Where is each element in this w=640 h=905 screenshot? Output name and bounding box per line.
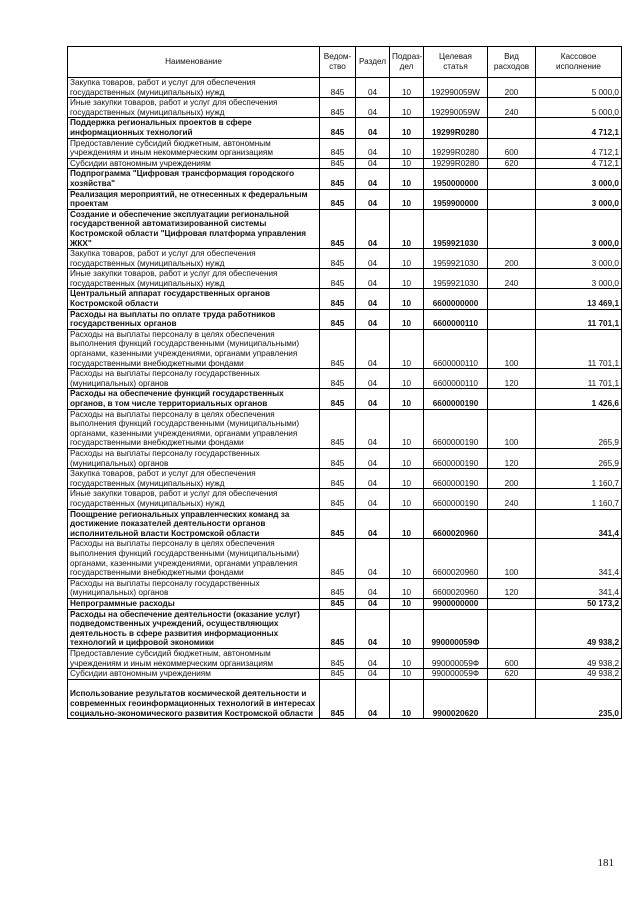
row-target-cell: 192990059W [424, 78, 488, 98]
row-target-cell: 6600000190 [424, 409, 488, 448]
row-name-cell: Закупка товаров, работ и услуг для обеспечения государственных (муниципальных) нужд [68, 469, 320, 489]
row-name-cell: Непрограммные расходы [68, 598, 320, 609]
row-subsection-cell: 10 [390, 118, 424, 138]
row-dept-cell: 845 [320, 158, 356, 169]
table-row [68, 509, 622, 539]
row-subsection-cell: 10 [390, 158, 424, 169]
row-expense-cell [488, 189, 536, 209]
row-subsection-cell: 10 [390, 249, 424, 269]
table-row [68, 289, 622, 309]
row-name-cell: Расходы на выплаты персоналу в целях обеспечения выполнения функций государственными (муниципальными) органами, казенными учреждениями, органами управления государственными внебюджетными фондами [68, 539, 320, 578]
row-target-cell: 6600000190 [424, 489, 488, 509]
row-subsection-cell: 10 [390, 169, 424, 189]
row-dept-cell: 845 [320, 369, 356, 389]
row-subsection-cell: 10 [390, 389, 424, 409]
row-subsection-cell: 10 [390, 369, 424, 389]
row-cash-cell: 11 701,1 [536, 369, 622, 389]
row-cash-cell: 3 000,0 [536, 189, 622, 209]
row-expense-cell: 120 [488, 449, 536, 469]
table-row [68, 648, 622, 668]
row-section-cell: 04 [356, 98, 390, 118]
row-target-cell: 19299R0280 [424, 138, 488, 158]
table-row [68, 138, 622, 158]
header-name: Наименование [68, 47, 320, 78]
row-cash-cell: 1 160,7 [536, 469, 622, 489]
row-name-cell: Субсидии автономным учреждениям [68, 669, 320, 680]
row-expense-cell: 100 [488, 539, 536, 578]
row-name-cell: Расходы на выплаты персоналу государственных (муниципальных) органов [68, 449, 320, 469]
row-section-cell: 04 [356, 78, 390, 98]
row-subsection-cell: 10 [390, 269, 424, 289]
row-section-cell: 04 [356, 118, 390, 138]
row-subsection-cell: 10 [390, 449, 424, 469]
row-subsection-cell: 10 [390, 329, 424, 368]
row-subsection-cell: 10 [390, 209, 424, 248]
row-dept-cell: 845 [320, 169, 356, 189]
row-section-cell: 04 [356, 369, 390, 389]
row-name-cell: Расходы на обеспечение деятельности (оказание услуг) подведомственных учреждений, осуществляющих деятельность в сфере развития информационных технологий и цифровой экономики [68, 609, 320, 648]
table-row [68, 409, 622, 448]
header-dept: Ведом- ство [320, 47, 356, 78]
row-section-cell: 04 [356, 389, 390, 409]
row-dept-cell: 845 [320, 98, 356, 118]
row-section-cell: 04 [356, 209, 390, 248]
row-name-cell: Расходы на выплаты персоналу в целях обеспечения выполнения функций государственными (муниципальными) органами, казенными учреждениями, органами управления государственными внебюджетными фондами [68, 409, 320, 448]
row-name-cell: Иные закупки товаров, работ и услуг для обеспечения государственных (муниципальных) нужд [68, 269, 320, 289]
row-target-cell: 990000059Ф [424, 648, 488, 668]
row-name-cell: Предоставление субсидий бюджетным, автономным учреждениям и иным некоммерческим организациям [68, 648, 320, 668]
row-subsection-cell: 10 [390, 539, 424, 578]
row-name-cell: Закупка товаров, работ и услуг для обеспечения государственных (муниципальных) нужд [68, 249, 320, 269]
row-name-cell: Расходы на выплаты персоналу в целях обеспечения выполнения функций государственными (муниципальными) органами, казенными учреждениями, органами управления государственными внебюджетными фондами [68, 329, 320, 368]
row-dept-cell: 845 [320, 209, 356, 248]
row-expense-cell: 200 [488, 249, 536, 269]
row-dept-cell: 845 [320, 609, 356, 648]
row-target-cell: 9900000000 [424, 598, 488, 609]
row-dept-cell: 845 [320, 118, 356, 138]
row-dept-cell: 845 [320, 489, 356, 509]
table-row [68, 369, 622, 389]
row-dept-cell: 845 [320, 679, 356, 718]
row-cash-cell: 4 712,1 [536, 158, 622, 169]
row-dept-cell: 845 [320, 309, 356, 329]
row-section-cell: 04 [356, 598, 390, 609]
table-header-row [68, 47, 622, 78]
row-name-cell: Расходы на выплаты по оплате труда работников государственных органов [68, 309, 320, 329]
row-section-cell: 04 [356, 249, 390, 269]
row-target-cell: 6600020960 [424, 539, 488, 578]
header-subsection: Подраз- дел [390, 47, 424, 78]
row-target-cell: 6600000190 [424, 469, 488, 489]
row-target-cell: 19299R0280 [424, 158, 488, 169]
table-row [68, 449, 622, 469]
row-target-cell: 6600000110 [424, 329, 488, 368]
row-subsection-cell: 10 [390, 489, 424, 509]
table-row [68, 98, 622, 118]
row-section-cell: 04 [356, 269, 390, 289]
row-cash-cell: 11 701,1 [536, 309, 622, 329]
row-cash-cell: 49 938,2 [536, 669, 622, 680]
row-subsection-cell: 10 [390, 78, 424, 98]
row-name-cell: Реализация мероприятий, не отнесенных к федеральным проектам [68, 189, 320, 209]
row-expense-cell [488, 509, 536, 539]
table-row [68, 679, 622, 718]
row-expense-cell [488, 609, 536, 648]
row-expense-cell: 200 [488, 469, 536, 489]
row-cash-cell: 5 000,0 [536, 78, 622, 98]
row-dept-cell: 845 [320, 189, 356, 209]
row-subsection-cell: 10 [390, 189, 424, 209]
row-target-cell: 1959900000 [424, 189, 488, 209]
row-cash-cell: 4 712,1 [536, 138, 622, 158]
row-section-cell: 04 [356, 539, 390, 578]
table-row [68, 578, 622, 598]
row-target-cell: 1950000000 [424, 169, 488, 189]
budget-table-container [67, 46, 621, 719]
table-row [68, 158, 622, 169]
row-subsection-cell: 10 [390, 648, 424, 668]
row-cash-cell: 341,4 [536, 578, 622, 598]
table-row [68, 329, 622, 368]
row-dept-cell: 845 [320, 409, 356, 448]
row-expense-cell: 120 [488, 369, 536, 389]
row-section-cell: 04 [356, 409, 390, 448]
row-name-cell: Поощрение региональных управленческих команд за достижение показателей деятельности органов исполнительной власти Костромской области [68, 509, 320, 539]
page-number: 181 [597, 857, 614, 869]
row-target-cell: 19299R0280 [424, 118, 488, 138]
row-target-cell: 6600000110 [424, 309, 488, 329]
row-target-cell: 990000059Ф [424, 609, 488, 648]
header-expense: Вид расходов [488, 47, 536, 78]
row-dept-cell: 845 [320, 249, 356, 269]
table-row [68, 389, 622, 409]
table-row [68, 598, 622, 609]
row-target-cell: 6600000190 [424, 449, 488, 469]
row-dept-cell: 845 [320, 578, 356, 598]
row-target-cell: 6600020960 [424, 578, 488, 598]
row-cash-cell: 4 712,1 [536, 118, 622, 138]
row-expense-cell: 620 [488, 158, 536, 169]
table-body [68, 78, 622, 719]
row-section-cell: 04 [356, 648, 390, 668]
row-cash-cell: 50 173,2 [536, 598, 622, 609]
row-expense-cell [488, 598, 536, 609]
row-expense-cell [488, 679, 536, 718]
row-dept-cell: 845 [320, 389, 356, 409]
row-subsection-cell: 10 [390, 98, 424, 118]
row-name-cell: Расходы на обеспечение функций государственных органов, в том числе территориальных органов [68, 389, 320, 409]
row-target-cell: 6600000110 [424, 369, 488, 389]
row-name-cell: Иные закупки товаров, работ и услуг для обеспечения государственных (муниципальных) нужд [68, 98, 320, 118]
row-section-cell: 04 [356, 469, 390, 489]
row-section-cell: 04 [356, 138, 390, 158]
row-dept-cell: 845 [320, 469, 356, 489]
table-row [68, 209, 622, 248]
row-cash-cell: 1 160,7 [536, 489, 622, 509]
row-section-cell: 04 [356, 329, 390, 368]
row-cash-cell: 341,4 [536, 539, 622, 578]
row-cash-cell: 13 469,1 [536, 289, 622, 309]
row-dept-cell: 845 [320, 648, 356, 668]
row-target-cell: 6600000000 [424, 289, 488, 309]
row-cash-cell: 3 000,0 [536, 169, 622, 189]
row-expense-cell: 120 [488, 578, 536, 598]
row-target-cell: 990000059Ф [424, 669, 488, 680]
row-cash-cell: 3 000,0 [536, 269, 622, 289]
row-section-cell: 04 [356, 489, 390, 509]
table-row [68, 489, 622, 509]
row-section-cell: 04 [356, 169, 390, 189]
table-row [68, 539, 622, 578]
row-expense-cell [488, 289, 536, 309]
row-section-cell: 04 [356, 309, 390, 329]
row-dept-cell: 845 [320, 598, 356, 609]
row-name-cell: Расходы на выплаты персоналу государственных (муниципальных) органов [68, 369, 320, 389]
row-section-cell: 04 [356, 289, 390, 309]
row-subsection-cell: 10 [390, 679, 424, 718]
row-dept-cell: 845 [320, 509, 356, 539]
row-target-cell: 192990059W [424, 98, 488, 118]
row-expense-cell: 100 [488, 329, 536, 368]
table-row [68, 309, 622, 329]
row-dept-cell: 845 [320, 289, 356, 309]
table-row [68, 78, 622, 98]
row-section-cell: 04 [356, 158, 390, 169]
table-row [68, 269, 622, 289]
table-row [68, 469, 622, 489]
table-row [68, 609, 622, 648]
header-target: Целевая статья [424, 47, 488, 78]
table-row [68, 669, 622, 680]
row-section-cell: 04 [356, 189, 390, 209]
row-cash-cell: 5 000,0 [536, 98, 622, 118]
row-target-cell: 9900020620 [424, 679, 488, 718]
row-section-cell: 04 [356, 669, 390, 680]
table-row [68, 249, 622, 269]
row-dept-cell: 845 [320, 269, 356, 289]
row-dept-cell: 845 [320, 539, 356, 578]
row-dept-cell: 845 [320, 449, 356, 469]
row-subsection-cell: 10 [390, 309, 424, 329]
row-expense-cell: 600 [488, 648, 536, 668]
row-name-cell: Субсидии автономным учреждениям [68, 158, 320, 169]
row-name-cell: Закупка товаров, работ и услуг для обеспечения государственных (муниципальных) нужд [68, 78, 320, 98]
row-expense-cell [488, 209, 536, 248]
row-expense-cell: 100 [488, 409, 536, 448]
row-subsection-cell: 10 [390, 138, 424, 158]
row-subsection-cell: 10 [390, 598, 424, 609]
row-subsection-cell: 10 [390, 578, 424, 598]
row-expense-cell: 620 [488, 669, 536, 680]
row-subsection-cell: 10 [390, 509, 424, 539]
header-cash: Кассовое исполнение [536, 47, 622, 78]
row-expense-cell [488, 309, 536, 329]
row-subsection-cell: 10 [390, 289, 424, 309]
row-expense-cell: 200 [488, 78, 536, 98]
row-cash-cell: 11 701,1 [536, 329, 622, 368]
row-expense-cell: 240 [488, 269, 536, 289]
row-cash-cell: 1 426,6 [536, 389, 622, 409]
row-name-cell: Иные закупки товаров, работ и услуг для обеспечения государственных (муниципальных) нужд [68, 489, 320, 509]
row-name-cell: Подпрограмма "Цифровая трансформация городского хозяйства" [68, 169, 320, 189]
row-name-cell: Создание и обеспечение эксплуатации региональной государственной автоматизированной системы Костромской области "Цифровая платформа управления ЖКХ" [68, 209, 320, 248]
row-subsection-cell: 10 [390, 469, 424, 489]
row-target-cell: 1959921030 [424, 249, 488, 269]
row-cash-cell: 49 938,2 [536, 609, 622, 648]
row-cash-cell: 265,9 [536, 449, 622, 469]
row-name-cell: Расходы на выплаты персоналу государственных (муниципальных) органов [68, 578, 320, 598]
row-expense-cell: 240 [488, 489, 536, 509]
row-target-cell: 1959921030 [424, 209, 488, 248]
row-dept-cell: 845 [320, 138, 356, 158]
row-cash-cell: 3 000,0 [536, 249, 622, 269]
row-dept-cell: 845 [320, 669, 356, 680]
row-name-cell: Поддержка региональных проектов в сфере информационных технологий [68, 118, 320, 138]
row-section-cell: 04 [356, 609, 390, 648]
row-expense-cell [488, 389, 536, 409]
row-cash-cell: 3 000,0 [536, 209, 622, 248]
row-section-cell: 04 [356, 578, 390, 598]
row-section-cell: 04 [356, 509, 390, 539]
row-cash-cell: 49 938,2 [536, 648, 622, 668]
row-section-cell: 04 [356, 449, 390, 469]
row-cash-cell: 235,0 [536, 679, 622, 718]
row-expense-cell: 240 [488, 98, 536, 118]
row-subsection-cell: 10 [390, 609, 424, 648]
table-row [68, 189, 622, 209]
row-target-cell: 1959921030 [424, 269, 488, 289]
header-section: Раздел [356, 47, 390, 78]
row-cash-cell: 265,9 [536, 409, 622, 448]
row-subsection-cell: 10 [390, 669, 424, 680]
row-section-cell: 04 [356, 679, 390, 718]
row-target-cell: 6600000190 [424, 389, 488, 409]
row-dept-cell: 845 [320, 78, 356, 98]
table-row [68, 169, 622, 189]
table-row [68, 118, 622, 138]
row-target-cell: 6600020960 [424, 509, 488, 539]
row-expense-cell: 600 [488, 138, 536, 158]
row-dept-cell: 845 [320, 329, 356, 368]
budget-table [67, 46, 622, 719]
row-subsection-cell: 10 [390, 409, 424, 448]
row-name-cell: Предоставление субсидий бюджетным, автономным учреждениям и иным некоммерческим организациям [68, 138, 320, 158]
row-expense-cell [488, 118, 536, 138]
row-cash-cell: 341,4 [536, 509, 622, 539]
row-expense-cell [488, 169, 536, 189]
row-name-cell: Центральный аппарат государственных органов Костромской области [68, 289, 320, 309]
row-name-cell: Использование результатов космической деятельности и современных геоинформационных технологий в интересах социально-экономического развития Костромской области [68, 679, 320, 718]
